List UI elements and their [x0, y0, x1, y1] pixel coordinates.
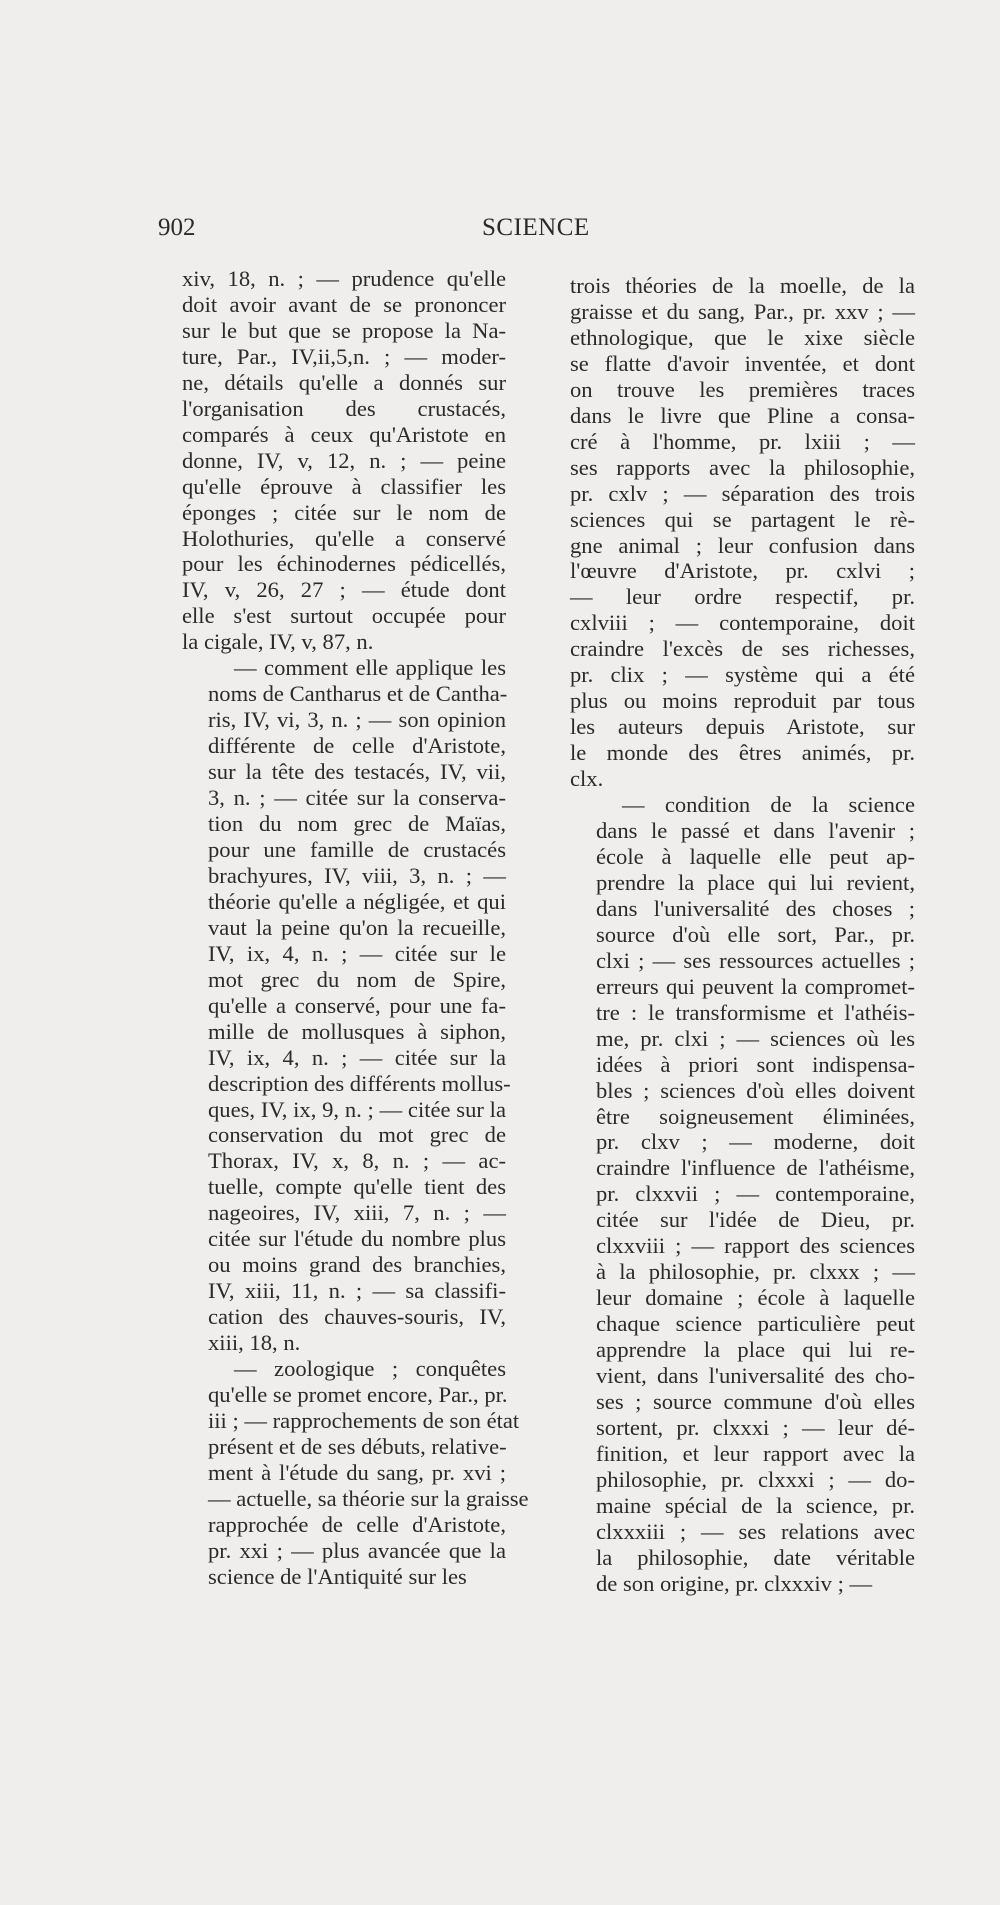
text-line: mot grec du nom de Spire,: [208, 966, 506, 992]
text-line: ture, Par., IV,ii,5,n. ; — moder-: [182, 343, 506, 369]
text-line: tion du nom grec de Maïas,: [208, 811, 506, 837]
text-line: cation des chauves-souris, IV,: [208, 1304, 506, 1330]
text-line: — comment elle applique les: [234, 655, 506, 681]
text-line: les auteurs depuis Aristote, sur: [570, 714, 915, 740]
text-line: pour une famille de crustacés: [208, 836, 506, 862]
text-line: — zoologique ; conquêtes: [234, 1356, 506, 1382]
text-line: à la philosophie, pr. clxxx ; —: [596, 1259, 915, 1285]
text-line: pr. clix ; — système qui a été: [570, 662, 915, 688]
text-line: dans le passé et dans l'avenir ;: [596, 818, 915, 844]
text-line: ris, IV, vi, 3, n. ; — son opinion: [208, 707, 506, 733]
text-line: iii ; — rapprochements de son état: [208, 1407, 520, 1433]
text-line: pr. clxv ; — moderne, doit: [596, 1129, 915, 1155]
text-line: conservation du mot grec de: [208, 1122, 506, 1148]
text-line: description des différents mollus-: [208, 1070, 511, 1096]
text-line: prendre la place qui lui revient,: [596, 869, 915, 895]
page-header: [158, 214, 918, 248]
text-line: chaque science particulière peut: [596, 1311, 915, 1337]
text-line: brachyures, IV, viii, 3, n. ; —: [208, 862, 506, 888]
text-line: l'œuvre d'Aristote, pr. cxlvi ;: [570, 558, 915, 584]
text-line: ne, détails qu'elle a donnés sur: [182, 369, 506, 395]
text-line: clxi ; — ses ressources actuelles ;: [596, 947, 915, 973]
text-line: qu'elle se promet encore, Par., pr.: [208, 1381, 508, 1407]
text-line: pour les échinodernes pédicellés,: [182, 551, 506, 577]
text-line: me, pr. clxi ; — sciences où les: [596, 1025, 915, 1051]
text-line: dans le livre que Pline a consa-: [570, 402, 915, 428]
text-line: ses rapports avec la philosophie,: [570, 454, 915, 480]
running-head: SCIENCE: [482, 214, 590, 241]
text-line: craindre l'excès de ses richesses,: [570, 636, 915, 662]
paragraph: [570, 792, 915, 1597]
text-line: se flatte d'avoir inventée, et dont: [570, 350, 915, 376]
text-line: vaut la peine qu'on la recueille,: [208, 914, 506, 940]
text-line: apprendre la place qui lui re-: [596, 1337, 915, 1363]
text-line: donne, IV, v, 12, n. ; — peine: [182, 447, 506, 473]
text-line: qu'elle a conservé, pour une fa-: [208, 992, 506, 1018]
text-line: plus ou moins reproduit par tous: [570, 688, 915, 714]
text-line: nageoires, IV, xiii, 7, n. ; —: [208, 1200, 506, 1226]
text-line: sur le but que se propose la Na-: [182, 317, 506, 343]
text-line: gne animal ; leur confusion dans: [570, 532, 915, 558]
text-line: pr. cxlv ; — séparation des trois: [570, 480, 915, 506]
paragraph: [182, 1356, 529, 1590]
text-line: vient, dans l'universalité des cho-: [596, 1363, 915, 1389]
text-line: le monde des êtres animés, pr.: [570, 740, 915, 766]
text-line: craindre l'influence de l'athéisme,: [596, 1155, 915, 1181]
text-line: idées à priori sont indispensa-: [596, 1051, 915, 1077]
text-line: — leur ordre respectif, pr.: [570, 584, 915, 610]
text-line: Thorax, IV, x, 8, n. ; — ac-: [208, 1148, 506, 1174]
text-line: la cigale, IV, v, 87, n.: [182, 629, 374, 655]
text-line: différente de celle d'Aristote,: [208, 733, 506, 759]
text-line: doit avoir avant de se prononcer: [182, 291, 506, 317]
text-line: philosophie, pr. clxxxi ; — do-: [596, 1466, 915, 1492]
text-line: — condition de la science: [622, 792, 915, 818]
paragraph: [182, 266, 506, 655]
text-line: 3, n. ; — citée sur la conserva-: [208, 785, 506, 811]
text-line: sortent, pr. clxxxi ; — leur dé-: [596, 1414, 915, 1440]
text-line: pr. xxi ; — plus avancée que la: [208, 1537, 506, 1563]
text-line: de son origine, pr. clxxxiv ; —: [596, 1570, 873, 1596]
text-line: science de l'Antiquité sur les: [208, 1563, 467, 1589]
text-line: ment à l'étude du sang, pr. xvi ;: [208, 1459, 506, 1485]
text-line: ques, IV, ix, 9, n. ; — citée sur la: [208, 1096, 506, 1122]
text-line: mille de mollusques à siphon,: [208, 1018, 506, 1044]
text-line: IV, ix, 4, n. ; — citée sur le: [208, 940, 506, 966]
paragraph: [182, 655, 511, 1356]
text-line: pr. clxxvii ; — contemporaine,: [596, 1181, 915, 1207]
text-line: éponges ; citée sur le nom de: [182, 499, 506, 525]
text-line: finition, et leur rapport avec la: [596, 1440, 915, 1466]
text-line: l'organisation des crustacés,: [182, 395, 506, 421]
text-line: école à laquelle elle peut ap-: [596, 843, 915, 869]
text-line: on trouve les premières traces: [570, 376, 915, 402]
text-line: noms de Cantharus et de Cantha-: [208, 681, 508, 707]
text-line: erreurs qui peuvent la compromet-: [596, 973, 915, 999]
text-line: IV, xiii, 11, n. ; — sa classifi-: [208, 1278, 506, 1304]
text-line: trois théories de la moelle, de la: [570, 273, 915, 298]
right-column: [570, 273, 915, 1597]
text-line: IV, ix, 4, n. ; — citée sur la: [208, 1044, 506, 1070]
text-line: la philosophie, date véritable: [596, 1544, 915, 1570]
text-line: présent et de ses débuts, relative-: [208, 1433, 507, 1459]
text-line: sciences qui se partagent le rè-: [570, 506, 915, 532]
text-line: cxlviii ; — contemporaine, doit: [570, 610, 915, 636]
text-line: être soigneusement éliminées,: [596, 1103, 915, 1129]
text-line: ou moins grand des branchies,: [208, 1252, 506, 1278]
text-line: source d'où elle sort, Par., pr.: [596, 921, 915, 947]
text-line: tre : le transformisme et l'athéis-: [596, 999, 915, 1025]
left-column: [182, 266, 529, 1590]
text-line: citée sur l'idée de Dieu, pr.: [596, 1207, 915, 1233]
text-line: maine spécial de la science, pr.: [596, 1492, 915, 1518]
text-line: rapprochée de celle d'Aristote,: [208, 1511, 506, 1537]
text-line: ses ; source commune d'où elles: [596, 1388, 915, 1414]
text-line: tuelle, compte qu'elle tient des: [208, 1174, 506, 1200]
text-line: bles ; sciences d'où elles doivent: [596, 1077, 915, 1103]
text-line: graisse et du sang, Par., pr. xxv ; —: [570, 298, 915, 324]
text-line: — actuelle, sa théorie sur la graisse: [208, 1485, 529, 1511]
text-line: Holothuries, qu'elle a conservé: [182, 525, 506, 551]
text-line: ethnologique, que le xixe siècle: [570, 324, 915, 350]
text-line: sur la tête des testacés, IV, vii,: [208, 759, 506, 785]
text-line: IV, v, 26, 27 ; — étude dont: [182, 577, 506, 603]
text-line: qu'elle éprouve à classifier les: [182, 473, 506, 499]
text-line: théorie qu'elle a négligée, et qui: [208, 888, 506, 914]
text-line: clxxxiii ; — ses relations avec: [596, 1518, 915, 1544]
text-line: dans l'universalité des choses ;: [596, 895, 915, 921]
text-line: elle s'est surtout occupée pour: [182, 603, 506, 629]
text-line: clx.: [570, 766, 604, 792]
text-line: citée sur l'étude du nombre plus: [208, 1226, 506, 1252]
text-line: xiii, 18, n.: [208, 1330, 301, 1356]
text-line: cré à l'homme, pr. lxiii ; —: [570, 428, 915, 454]
page-number: 902: [158, 214, 196, 241]
paragraph: [570, 273, 915, 792]
text-line: xiv, 18, n. ; — prudence qu'elle: [182, 266, 506, 291]
text-line: comparés à ceux qu'Aristote en: [182, 421, 506, 447]
text-line: clxxviii ; — rapport des sciences: [596, 1233, 915, 1259]
text-line: leur domaine ; école à laquelle: [596, 1285, 915, 1311]
